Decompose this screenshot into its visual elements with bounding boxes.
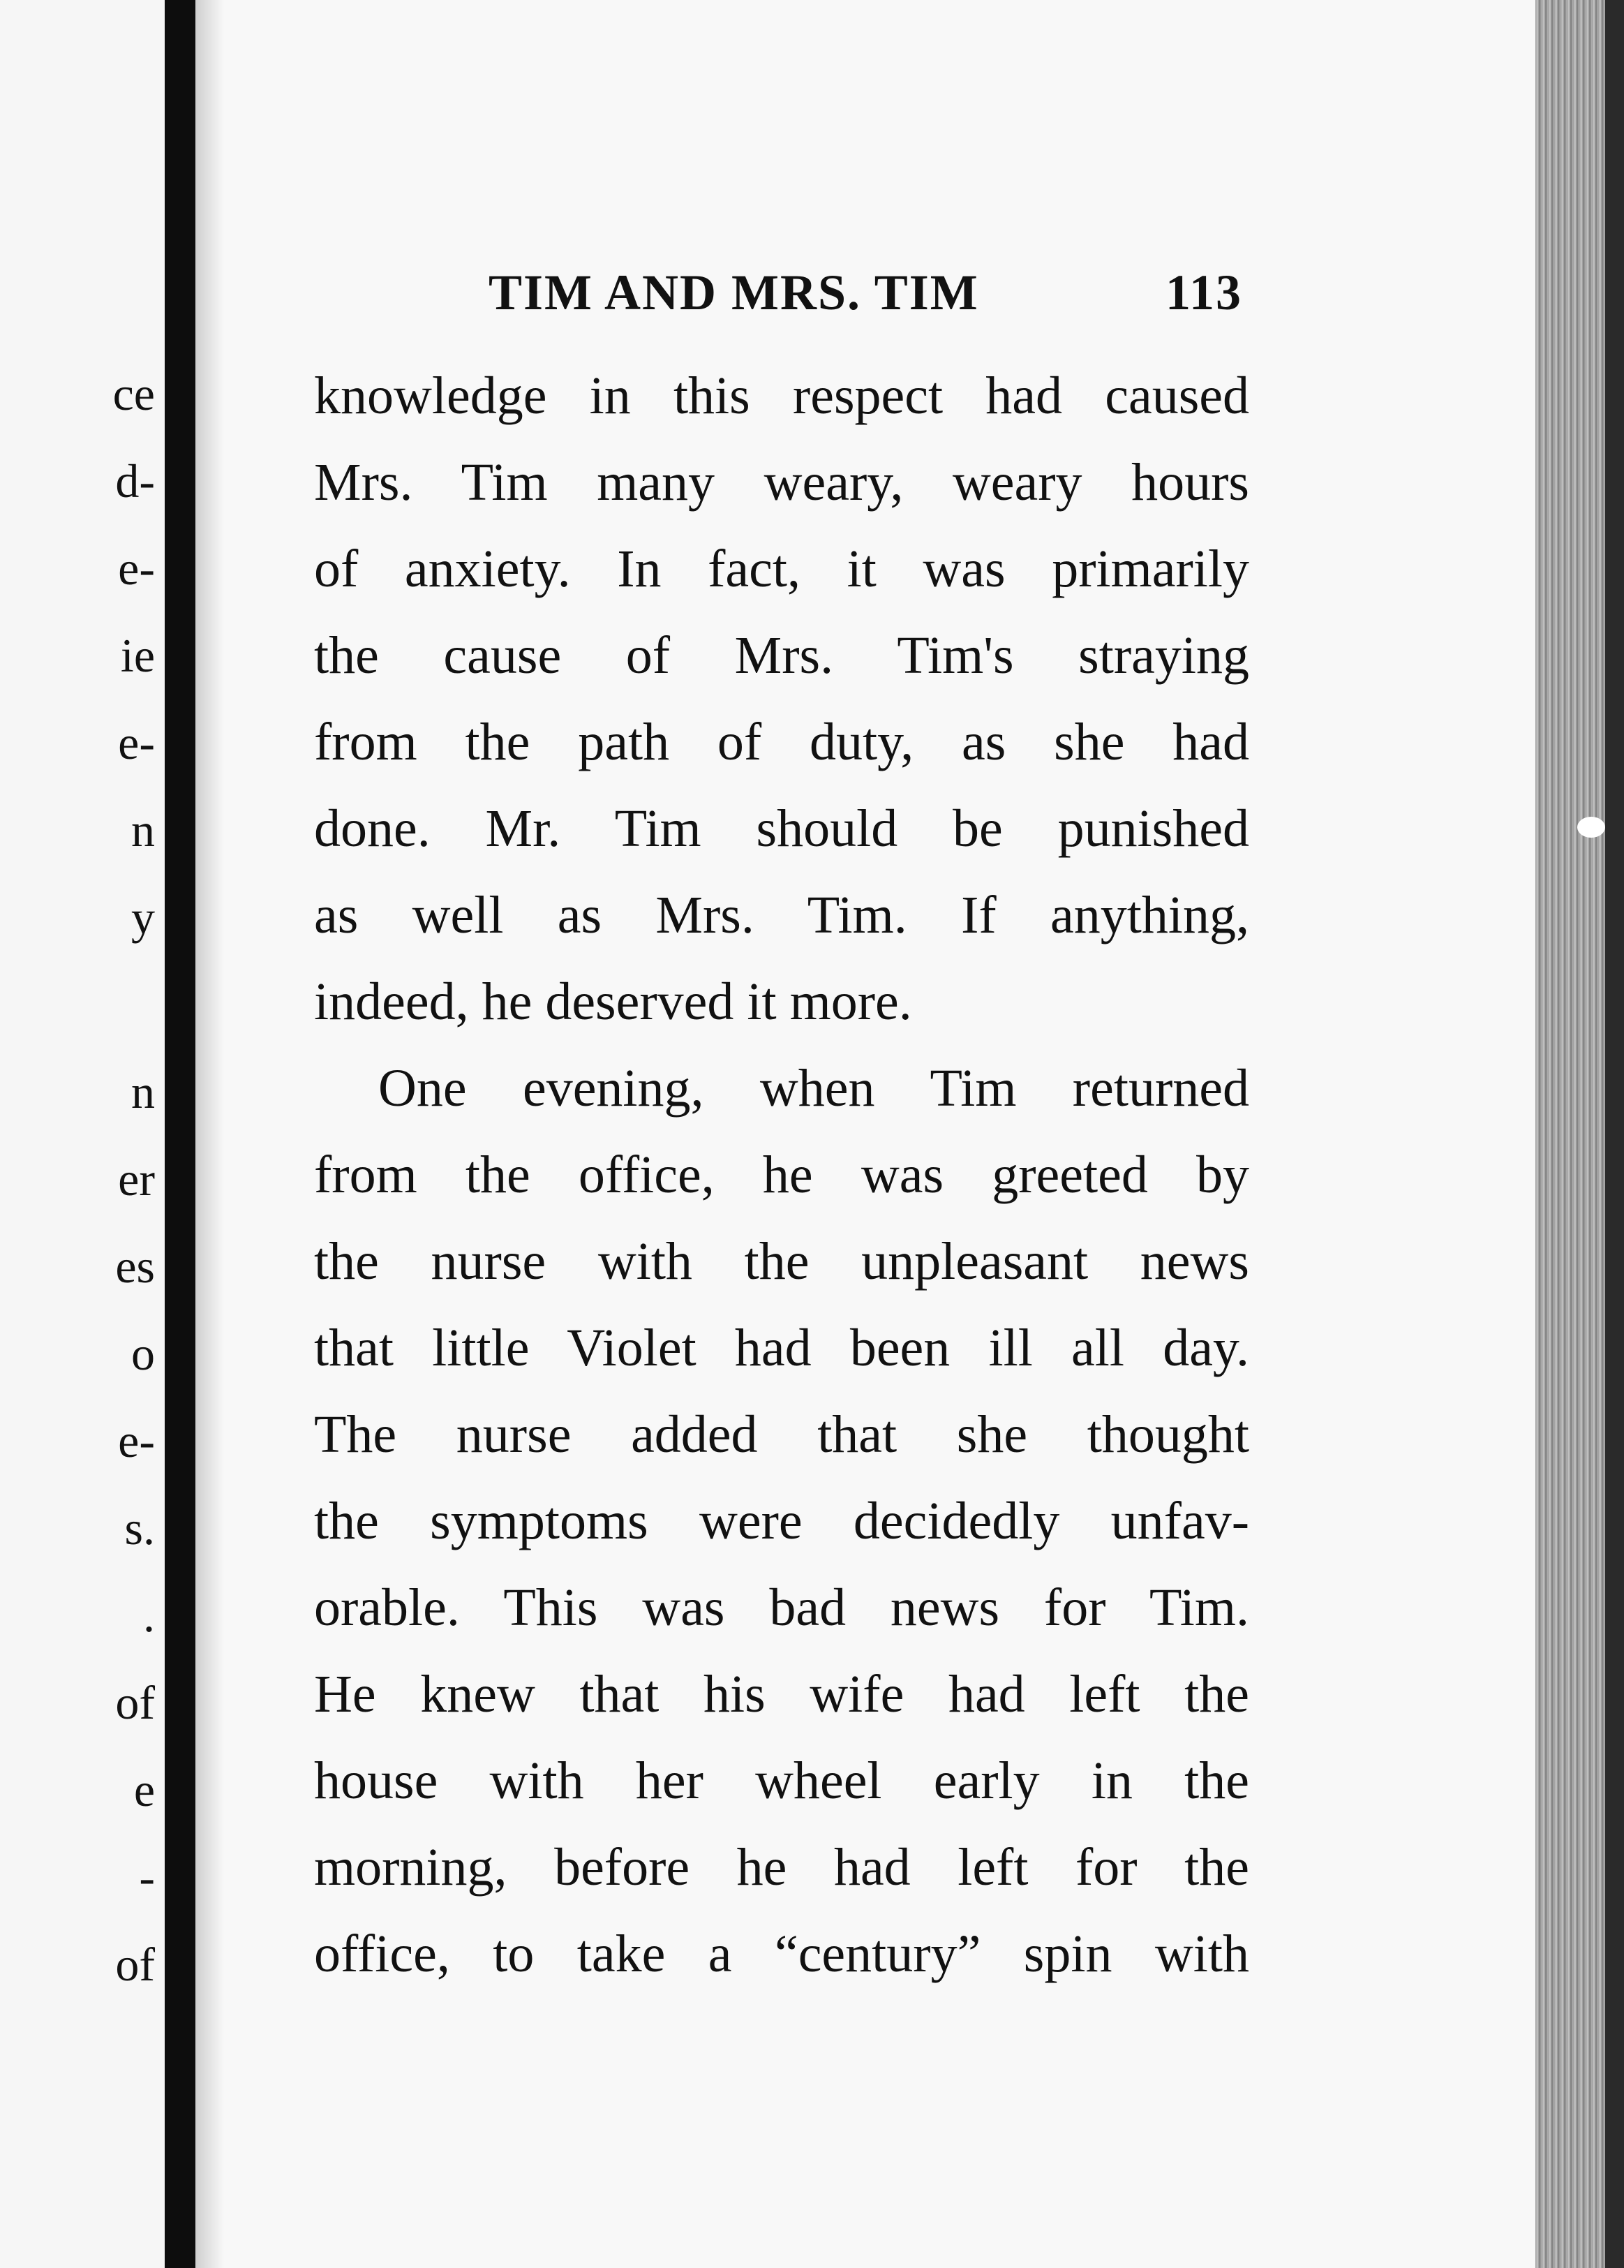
left-line-ending: ie (120, 629, 155, 682)
gutter-shadow (195, 0, 223, 2268)
text-line: He knew that his wife had left the (314, 1665, 1249, 1724)
left-line-ending: e- (118, 1414, 155, 1467)
text-line: from the office, he was greeted by (314, 1146, 1249, 1204)
text-line: indeed, he deserved it more. (314, 972, 912, 1031)
text-line: Mrs. Tim many weary, weary hours (314, 453, 1249, 512)
text-line: knowledge in this respect had caused (314, 366, 1249, 425)
text-line: that little Violet had been ill all day. (314, 1319, 1249, 1377)
book-gutter (165, 0, 195, 2268)
text-line: done. Mr. Tim should be punished (314, 799, 1249, 858)
left-line-ending: n (131, 803, 155, 857)
text-line: The nurse added that she thought (314, 1405, 1249, 1464)
page-edge-shadow (1605, 0, 1624, 2268)
left-line-ending: of (115, 1676, 155, 1729)
left-line-ending: ce (112, 367, 155, 420)
text-line: from the path of duty, as she had (314, 713, 1249, 771)
left-facing-page (0, 0, 165, 2268)
left-line-ending: e- (118, 716, 155, 769)
left-line-ending: e (133, 1763, 155, 1816)
left-line-ending: er (118, 1152, 155, 1206)
left-line-ending: d- (115, 454, 155, 507)
left-line-ending: of (115, 1938, 155, 1991)
body-text (314, 353, 1249, 1997)
running-title: TIM AND MRS. TIM (489, 265, 979, 320)
text-line: One evening, when Tim returned (378, 1059, 1249, 1118)
text-line: house with her wheel early in the (314, 1751, 1249, 1810)
left-line-ending: y (131, 891, 155, 944)
text-line: morning, before he had left for the (314, 1838, 1249, 1897)
scan-speck (1577, 817, 1605, 838)
text-line: the symptoms were decidedly unfav- (314, 1492, 1249, 1550)
left-line-ending: es (115, 1240, 155, 1293)
running-head (489, 264, 1242, 334)
text-line: orable. This was bad news for Tim. (314, 1578, 1249, 1637)
left-line-ending: . (143, 1589, 155, 1642)
text-line: the nurse with the unpleasant news (314, 1232, 1249, 1291)
text-line: the cause of Mrs. Tim's straying (314, 626, 1249, 685)
left-line-ending: s. (124, 1502, 155, 1555)
text-line: office, to take a “century” spin with (314, 1925, 1249, 1983)
left-line-ending: e- (118, 542, 155, 595)
left-line-ending: n (131, 1065, 155, 1118)
left-line-ending: - (139, 1851, 155, 1904)
page-number: 113 (1165, 265, 1242, 320)
left-line-ending: o (131, 1327, 155, 1380)
text-line: of anxiety. In fact, it was primarily (314, 540, 1249, 598)
text-line: as well as Mrs. Tim. If anything, (314, 886, 1249, 944)
